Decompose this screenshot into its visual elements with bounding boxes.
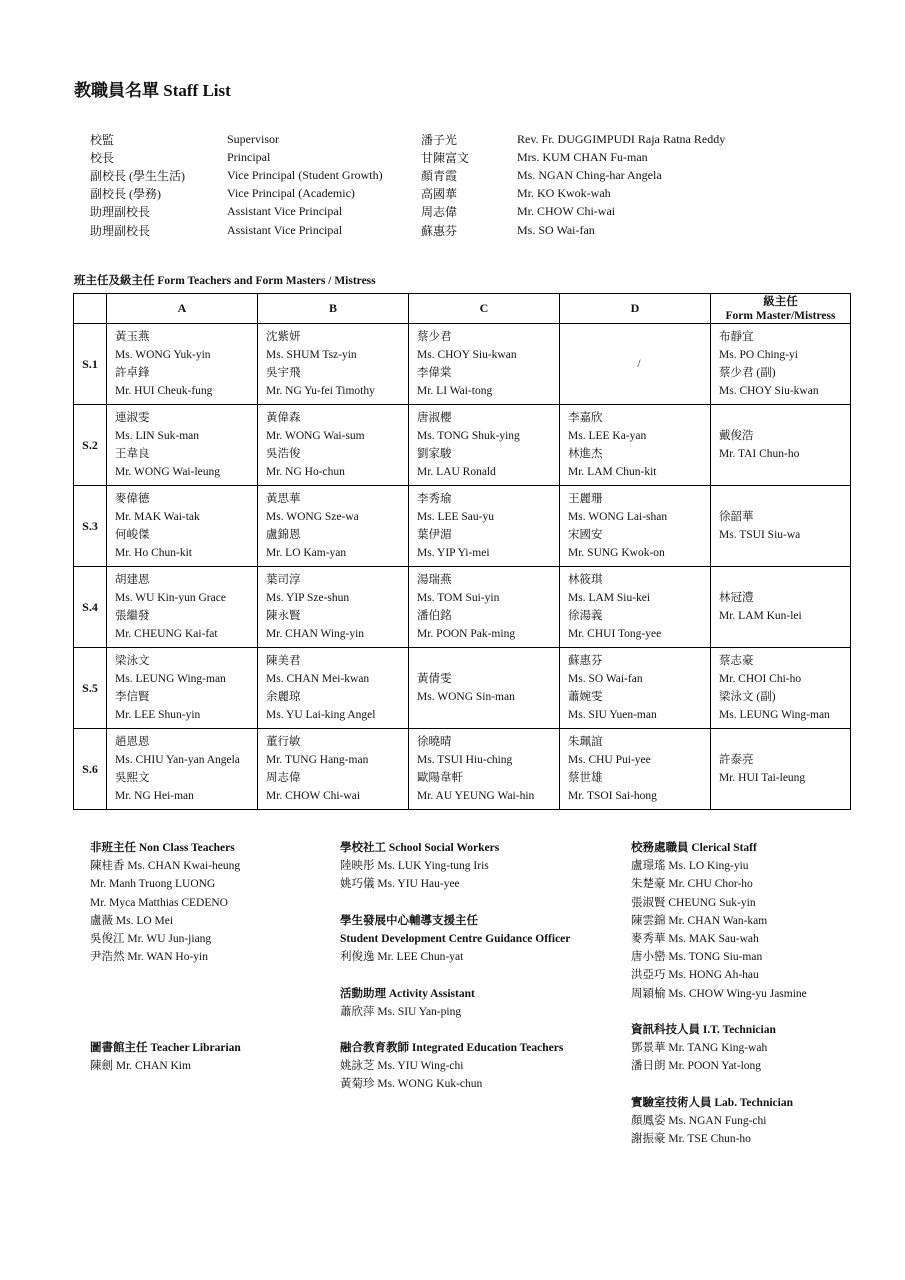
teacher-name: 林筱琪 xyxy=(568,573,603,586)
form-master-cell xyxy=(711,567,851,648)
form-teachers-table xyxy=(73,293,851,810)
teacher-name: 徐韶華 xyxy=(719,510,754,523)
teacher-name: Ms. WONG Lai-shan xyxy=(568,510,668,523)
teacher-name: 王麗珊 xyxy=(568,492,603,505)
staff-name: 盧璟瑤 Ms. LO King-yiu xyxy=(631,860,749,873)
name-en: Ms. SO Wai-fan xyxy=(517,222,595,237)
column-header-form-master xyxy=(711,294,851,324)
staff-name: 盧薇 Ms. LO Mei xyxy=(90,914,174,927)
form-teacher-cell xyxy=(258,324,409,405)
teacher-name: Mr. NG Ho-chun xyxy=(266,466,345,479)
teacher-name: Mr. CHOW Chi-wai xyxy=(266,790,361,803)
table-row xyxy=(74,324,851,405)
teacher-name: Ms. SO Wai-fan xyxy=(568,672,643,685)
teacher-name: Ms. LEUNG Wing-man xyxy=(115,672,226,685)
teacher-name: Mr. LAM Kun-lei xyxy=(719,610,802,622)
name-zh: 潘子光 xyxy=(421,132,458,147)
form-teacher-cell xyxy=(409,648,560,729)
role-zh: 校監 xyxy=(90,132,115,147)
form-master-cell xyxy=(711,405,851,486)
teacher-name: Ms. PO Ching-yi xyxy=(719,348,798,361)
name-en: Mr. CHOW Chi-wai xyxy=(517,204,616,219)
form-teacher-cell xyxy=(258,729,409,810)
name-zh: 蘇惠芬 xyxy=(421,223,458,238)
teacher-name: 何峻傑 xyxy=(115,529,150,541)
column-header-a: A xyxy=(107,294,258,324)
role-zh: 副校長 (學務) xyxy=(90,187,161,202)
form-teacher-cell xyxy=(560,567,711,648)
teacher-name: 朱珮誼 xyxy=(568,735,603,748)
teacher-name: / xyxy=(637,357,641,370)
teacher-name: 黃倩雯 xyxy=(417,672,452,685)
teacher-name: Mr. CHUI Tong-yee xyxy=(568,628,662,641)
teacher-name: Ms. SIU Yuen-man xyxy=(568,709,657,722)
role-en: Supervisor xyxy=(227,131,279,146)
page-title: 教職員名單 Staff List xyxy=(74,81,231,100)
name-zh: 高國華 xyxy=(421,187,458,202)
level-label: S.5 xyxy=(74,648,107,729)
teacher-name: 梁泳文 xyxy=(115,654,150,667)
teacher-name: 李信賢 xyxy=(115,691,150,703)
teacher-name: 李偉棠 xyxy=(417,367,452,379)
form-master-cell xyxy=(711,729,851,810)
teacher-name: 李秀瑜 xyxy=(417,492,452,505)
teacher-name: 黃偉森 xyxy=(266,411,301,424)
table-body xyxy=(74,324,851,810)
teacher-name: 黃思華 xyxy=(266,492,301,505)
teacher-name: 梁泳文 (副) xyxy=(719,691,776,703)
teacher-name: Mr. CHOI Chi-ho xyxy=(719,672,802,685)
right-column xyxy=(631,839,807,1148)
role-zh: 助理副校長 xyxy=(90,223,151,238)
teacher-name: Mr. TAI Chun-ho xyxy=(719,448,800,460)
teacher-name: Mr. TSOI Sai-hong xyxy=(568,790,657,803)
teacher-name: 張繼發 xyxy=(115,610,150,622)
table-row xyxy=(74,486,851,567)
lab-heading: 實驗室技術人員 Lab. Technician xyxy=(631,1096,793,1109)
role-en: Assistant Vice Principal xyxy=(227,204,343,219)
staff-name: 陳桂香 Ms. CHAN Kwai-heung xyxy=(90,860,241,873)
teacher-name: Ms. LEE Ka-yan xyxy=(568,429,647,442)
teacher-name: Mr. MAK Wai-tak xyxy=(115,510,200,523)
name-zh: 周志偉 xyxy=(421,205,458,220)
librarian-heading: 圖書館主任 Teacher Librarian xyxy=(90,1042,241,1055)
form-master-cell xyxy=(711,648,851,729)
teacher-name: Mr. WONG Wai-leung xyxy=(115,466,221,479)
staff-name: 蕭欣萍 Ms. SIU Yan-ping xyxy=(340,1005,462,1018)
teacher-name: Mr. HUI Cheuk-fung xyxy=(115,385,213,398)
staff-name: 朱楚豪 Mr. CHU Chor-ho xyxy=(631,878,753,891)
role-zh: 校長 xyxy=(90,150,115,165)
staff-name: 潘日朗 Mr. POON Yat-long xyxy=(631,1060,762,1073)
teacher-name: 董行敏 xyxy=(266,735,301,748)
teacher-name: 蘇惠芬 xyxy=(568,654,603,667)
teacher-name: Ms. YIP Yi-mei xyxy=(417,547,490,560)
form-master-cell xyxy=(711,486,851,567)
teacher-name: 蔡志豪 xyxy=(719,654,754,667)
teacher-name: Mr. NG Hei-man xyxy=(115,790,194,803)
teacher-name: Mr. WONG Wai-sum xyxy=(266,429,365,442)
form-teacher-cell xyxy=(560,648,711,729)
teacher-name: Mr. LI Wai-tong xyxy=(417,385,493,398)
form-teacher-cell xyxy=(107,567,258,648)
teacher-name: Ms. LEUNG Wing-man xyxy=(719,709,830,722)
teacher-name: Ms. WONG Sze-wa xyxy=(266,510,359,523)
teacher-name: Ms. TOM Sui-yin xyxy=(417,591,500,604)
teacher-name: 劉家駿 xyxy=(417,448,452,460)
staff-name: 姚巧儀 Ms. YIU Hau-yee xyxy=(340,878,460,891)
sdc-heading-zh: 學生發展中心輔導支援主任 xyxy=(340,914,478,927)
teacher-name: Ms. TSUI Siu-wa xyxy=(719,529,801,541)
staff-name: 黃菊珍 Ms. WONG Kuk-chun xyxy=(340,1078,483,1091)
teacher-name: Mr. TUNG Hang-man xyxy=(266,753,369,766)
teacher-name: 趙恩恩 xyxy=(115,735,150,748)
teacher-name: 黃玉燕 xyxy=(115,330,150,343)
form-teacher-cell xyxy=(107,486,258,567)
staff-name: Mr. Myca Matthias CEDENO xyxy=(90,896,228,909)
teacher-name: Ms. LIN Suk-man xyxy=(115,429,200,442)
role-zh: 助理副校長 xyxy=(90,205,151,220)
non-class-heading: 非班主任 Non Class Teachers xyxy=(90,842,235,854)
form-teacher-cell xyxy=(107,324,258,405)
staff-name: 洪亞巧 Ms. HONG Ah-hau xyxy=(631,969,759,982)
staff-name: 唐小巒 Ms. TONG Siu-man xyxy=(631,951,763,964)
teacher-name: 陳美君 xyxy=(266,654,301,667)
teacher-name: Ms. LEE Sau-yu xyxy=(417,510,494,523)
form-teacher-cell xyxy=(409,324,560,405)
form-teacher-cell xyxy=(409,567,560,648)
teacher-name: Mr. NG Yu-fei Timothy xyxy=(266,385,375,398)
teacher-name: Mr. CHAN Wing-yin xyxy=(266,628,365,641)
staff-name: 陸映彤 Ms. LUK Ying-tung Iris xyxy=(340,860,489,873)
table-row xyxy=(74,729,851,810)
teacher-name: 蔡少君 xyxy=(417,330,452,343)
form-teacher-cell xyxy=(258,486,409,567)
teacher-name: Mr. Ho Chun-kit xyxy=(115,547,192,560)
column-header-c: C xyxy=(409,294,560,324)
form-teacher-cell xyxy=(560,405,711,486)
teacher-name: 潘伯銘 xyxy=(417,610,452,622)
form-teacher-cell xyxy=(258,648,409,729)
table-row xyxy=(74,648,851,729)
name-zh: 顏青霞 xyxy=(421,168,458,183)
column-header-b: B xyxy=(258,294,409,324)
admin-list xyxy=(90,130,810,239)
teacher-name: Mr. CHEUNG Kai-fat xyxy=(115,628,218,641)
teacher-name: 林進杰 xyxy=(568,448,603,460)
teacher-name: Mr. LEE Shun-yin xyxy=(115,709,201,722)
role-en: Principal xyxy=(227,149,271,164)
form-teachers-heading: 班主任及級主任 Form Teachers and Form Masters / Mistress xyxy=(74,275,376,287)
teacher-name: 胡建恩 xyxy=(115,573,150,586)
it-heading: 資訊科技人員 I.T. Technician xyxy=(631,1023,776,1036)
teacher-name: Mr. POON Pak-ming xyxy=(417,628,516,641)
admin-row xyxy=(90,166,810,184)
teacher-name: Ms. CHOY Siu-kwan xyxy=(417,348,517,361)
teacher-name: 葉司淳 xyxy=(266,573,301,586)
teacher-name: 湯瑞燕 xyxy=(417,573,452,586)
staff-name: 陳劍 Mr. CHAN Kim xyxy=(90,1060,191,1073)
teacher-name: Mr. SUNG Kwok-on xyxy=(568,547,665,560)
teacher-name: 周志偉 xyxy=(266,772,301,784)
teacher-name: Ms. YIP Sze-shun xyxy=(266,591,350,604)
sdc-heading-en: Student Development Centre Guidance Officer xyxy=(340,932,571,945)
table-header-row xyxy=(74,294,851,324)
teacher-name: Ms. SHUM Tsz-yin xyxy=(266,348,357,361)
form-teacher-cell xyxy=(107,729,258,810)
name-en: Rev. Fr. DUGGIMPUDI Raja Ratna Reddy xyxy=(517,131,726,146)
teacher-name: Ms. TONG Shuk-ying xyxy=(417,429,520,442)
form-teacher-cell xyxy=(409,405,560,486)
teacher-name: 林冠澧 xyxy=(719,591,754,604)
staff-name: 姚詠芝 Ms. YIU Wing-chi xyxy=(340,1060,464,1073)
role-en: Vice Principal (Student Growth) xyxy=(227,167,383,182)
form-teacher-cell xyxy=(560,324,711,405)
level-label: S.1 xyxy=(74,324,107,405)
form-teacher-cell xyxy=(409,729,560,810)
teacher-name: Ms. CHU Pui-yee xyxy=(568,753,651,766)
staff-name: 吳俊江 Mr. WU Jun-jiang xyxy=(90,932,212,945)
admin-row xyxy=(90,148,810,166)
middle-column xyxy=(340,839,570,1094)
teacher-name: Ms. WU Kin-yun Grace xyxy=(115,591,226,604)
teacher-name: 歐陽韋軒 xyxy=(417,772,463,784)
teacher-name: 戴俊浩 xyxy=(719,429,754,442)
teacher-name: 宋國安 xyxy=(568,529,603,541)
teacher-name: 吳熙文 xyxy=(115,772,150,784)
admin-row xyxy=(90,221,810,239)
teacher-name: 吳宇飛 xyxy=(266,367,301,379)
left-column xyxy=(90,839,241,1075)
form-teacher-cell xyxy=(258,405,409,486)
staff-name: 謝振豪 Mr. TSE Chun-ho xyxy=(631,1133,751,1145)
admin-row xyxy=(90,203,810,221)
teacher-name: 蔡少君 (副) xyxy=(719,367,776,379)
level-label: S.4 xyxy=(74,567,107,648)
teacher-name: Ms. LAM Siu-kei xyxy=(568,591,651,604)
level-label: S.6 xyxy=(74,729,107,810)
teacher-name: 王韋良 xyxy=(115,448,150,460)
name-en: Mrs. KUM CHAN Fu-man xyxy=(517,149,648,164)
clerical-heading: 校務處職員 Clerical Staff xyxy=(631,842,757,854)
form-teacher-cell xyxy=(409,486,560,567)
teacher-name: 陳永賢 xyxy=(266,610,301,622)
teacher-name: Mr. LO Kam-yan xyxy=(266,547,347,560)
staff-name: 鄧景華 Mr. TANG King-wah xyxy=(631,1042,768,1055)
form-teacher-cell xyxy=(560,486,711,567)
staff-name: 張淑賢 CHEUNG Suk-yin xyxy=(631,896,756,909)
activity-heading: 活動助理 Activity Assistant xyxy=(340,987,475,1000)
table-row xyxy=(74,405,851,486)
form-teacher-cell xyxy=(560,729,711,810)
name-en: Ms. NGAN Ching-har Angela xyxy=(517,167,662,182)
teacher-name: Mr. AU YEUNG Wai-hin xyxy=(417,790,535,803)
name-en: Mr. KO Kwok-wah xyxy=(517,186,611,201)
admin-row xyxy=(90,130,810,148)
teacher-name: 唐淑櫻 xyxy=(417,411,452,424)
teacher-name: 吳浩俊 xyxy=(266,448,301,460)
teacher-name: 蔡世雄 xyxy=(568,772,603,784)
role-en: Assistant Vice Principal xyxy=(227,222,343,237)
teacher-name: 布靜宜 xyxy=(719,330,754,343)
table-row xyxy=(74,567,851,648)
teacher-name: Ms. WONG Yuk-yin xyxy=(115,348,211,361)
teacher-name: Ms. TSUI Hiu-ching xyxy=(417,753,513,766)
teacher-name: Ms. CHIU Yan-yan Angela xyxy=(115,753,240,766)
teacher-name: 連淑雯 xyxy=(115,411,150,424)
teacher-name: 徐曉晴 xyxy=(417,735,452,748)
teacher-name: 許泰亮 xyxy=(719,753,754,766)
teacher-name: Ms. CHOY Siu-kwan xyxy=(719,385,819,398)
teacher-name: 蕭婉雯 xyxy=(568,691,603,703)
form-teacher-cell xyxy=(107,648,258,729)
teacher-name: Ms. WONG Sin-man xyxy=(417,691,515,703)
teacher-name: 徐湯義 xyxy=(568,610,603,622)
level-label: S.2 xyxy=(74,405,107,486)
social-workers-heading: 學校社工 School Social Workers xyxy=(340,842,500,854)
name-zh: 甘陳富文 xyxy=(421,150,470,165)
role-zh: 副校長 (學生生活) xyxy=(90,168,185,183)
teacher-name: 許卓鋒 xyxy=(115,367,150,379)
staff-name: 陳雲錦 Mr. CHAN Wan-kam xyxy=(631,914,768,927)
staff-name: 利俊逸 Mr. LEE Chun-yat xyxy=(340,951,464,964)
form-teacher-cell xyxy=(107,405,258,486)
teacher-name: Mr. LAU Ronald xyxy=(417,466,496,479)
teacher-name: 李嘉欣 xyxy=(568,411,603,424)
teacher-name: 葉伊湄 xyxy=(417,529,452,541)
form-master-header-zh: 級主任 xyxy=(763,295,798,308)
teacher-name: Ms. YU Lai-king Angel xyxy=(266,709,376,722)
teacher-name: 沈紫妍 xyxy=(266,330,301,343)
teacher-name: Mr. HUI Tai-leung xyxy=(719,772,806,784)
teacher-name: Mr. LAM Chun-kit xyxy=(568,466,657,479)
level-label: S.3 xyxy=(74,486,107,567)
staff-name: 顏鳳姿 Ms. NGAN Fung-chi xyxy=(631,1114,767,1127)
form-master-cell xyxy=(711,324,851,405)
staff-name: 麥秀華 Ms. MAK Sau-wah xyxy=(631,932,759,945)
form-teacher-cell xyxy=(258,567,409,648)
role-en: Vice Principal (Academic) xyxy=(227,186,355,201)
header-blank xyxy=(74,294,107,324)
teacher-name: 余麗琼 xyxy=(266,691,301,703)
staff-name: Mr. Manh Truong LUONG xyxy=(90,878,216,891)
admin-row xyxy=(90,185,810,203)
staff-name: 尹浩然 Mr. WAN Ho-yin xyxy=(90,951,208,964)
teacher-name: 麥偉德 xyxy=(115,492,150,505)
staff-name: 周穎榆 Ms. CHOW Wing-yu Jasmine xyxy=(631,987,807,1000)
integrated-heading: 融合教育教師 Integrated Education Teachers xyxy=(340,1042,564,1055)
column-header-d: D xyxy=(560,294,711,324)
teacher-name: 盧錦恩 xyxy=(266,529,301,541)
teacher-name: Ms. CHAN Mei-kwan xyxy=(266,672,370,685)
form-master-header-en: Form Master/Mistress xyxy=(725,309,836,322)
